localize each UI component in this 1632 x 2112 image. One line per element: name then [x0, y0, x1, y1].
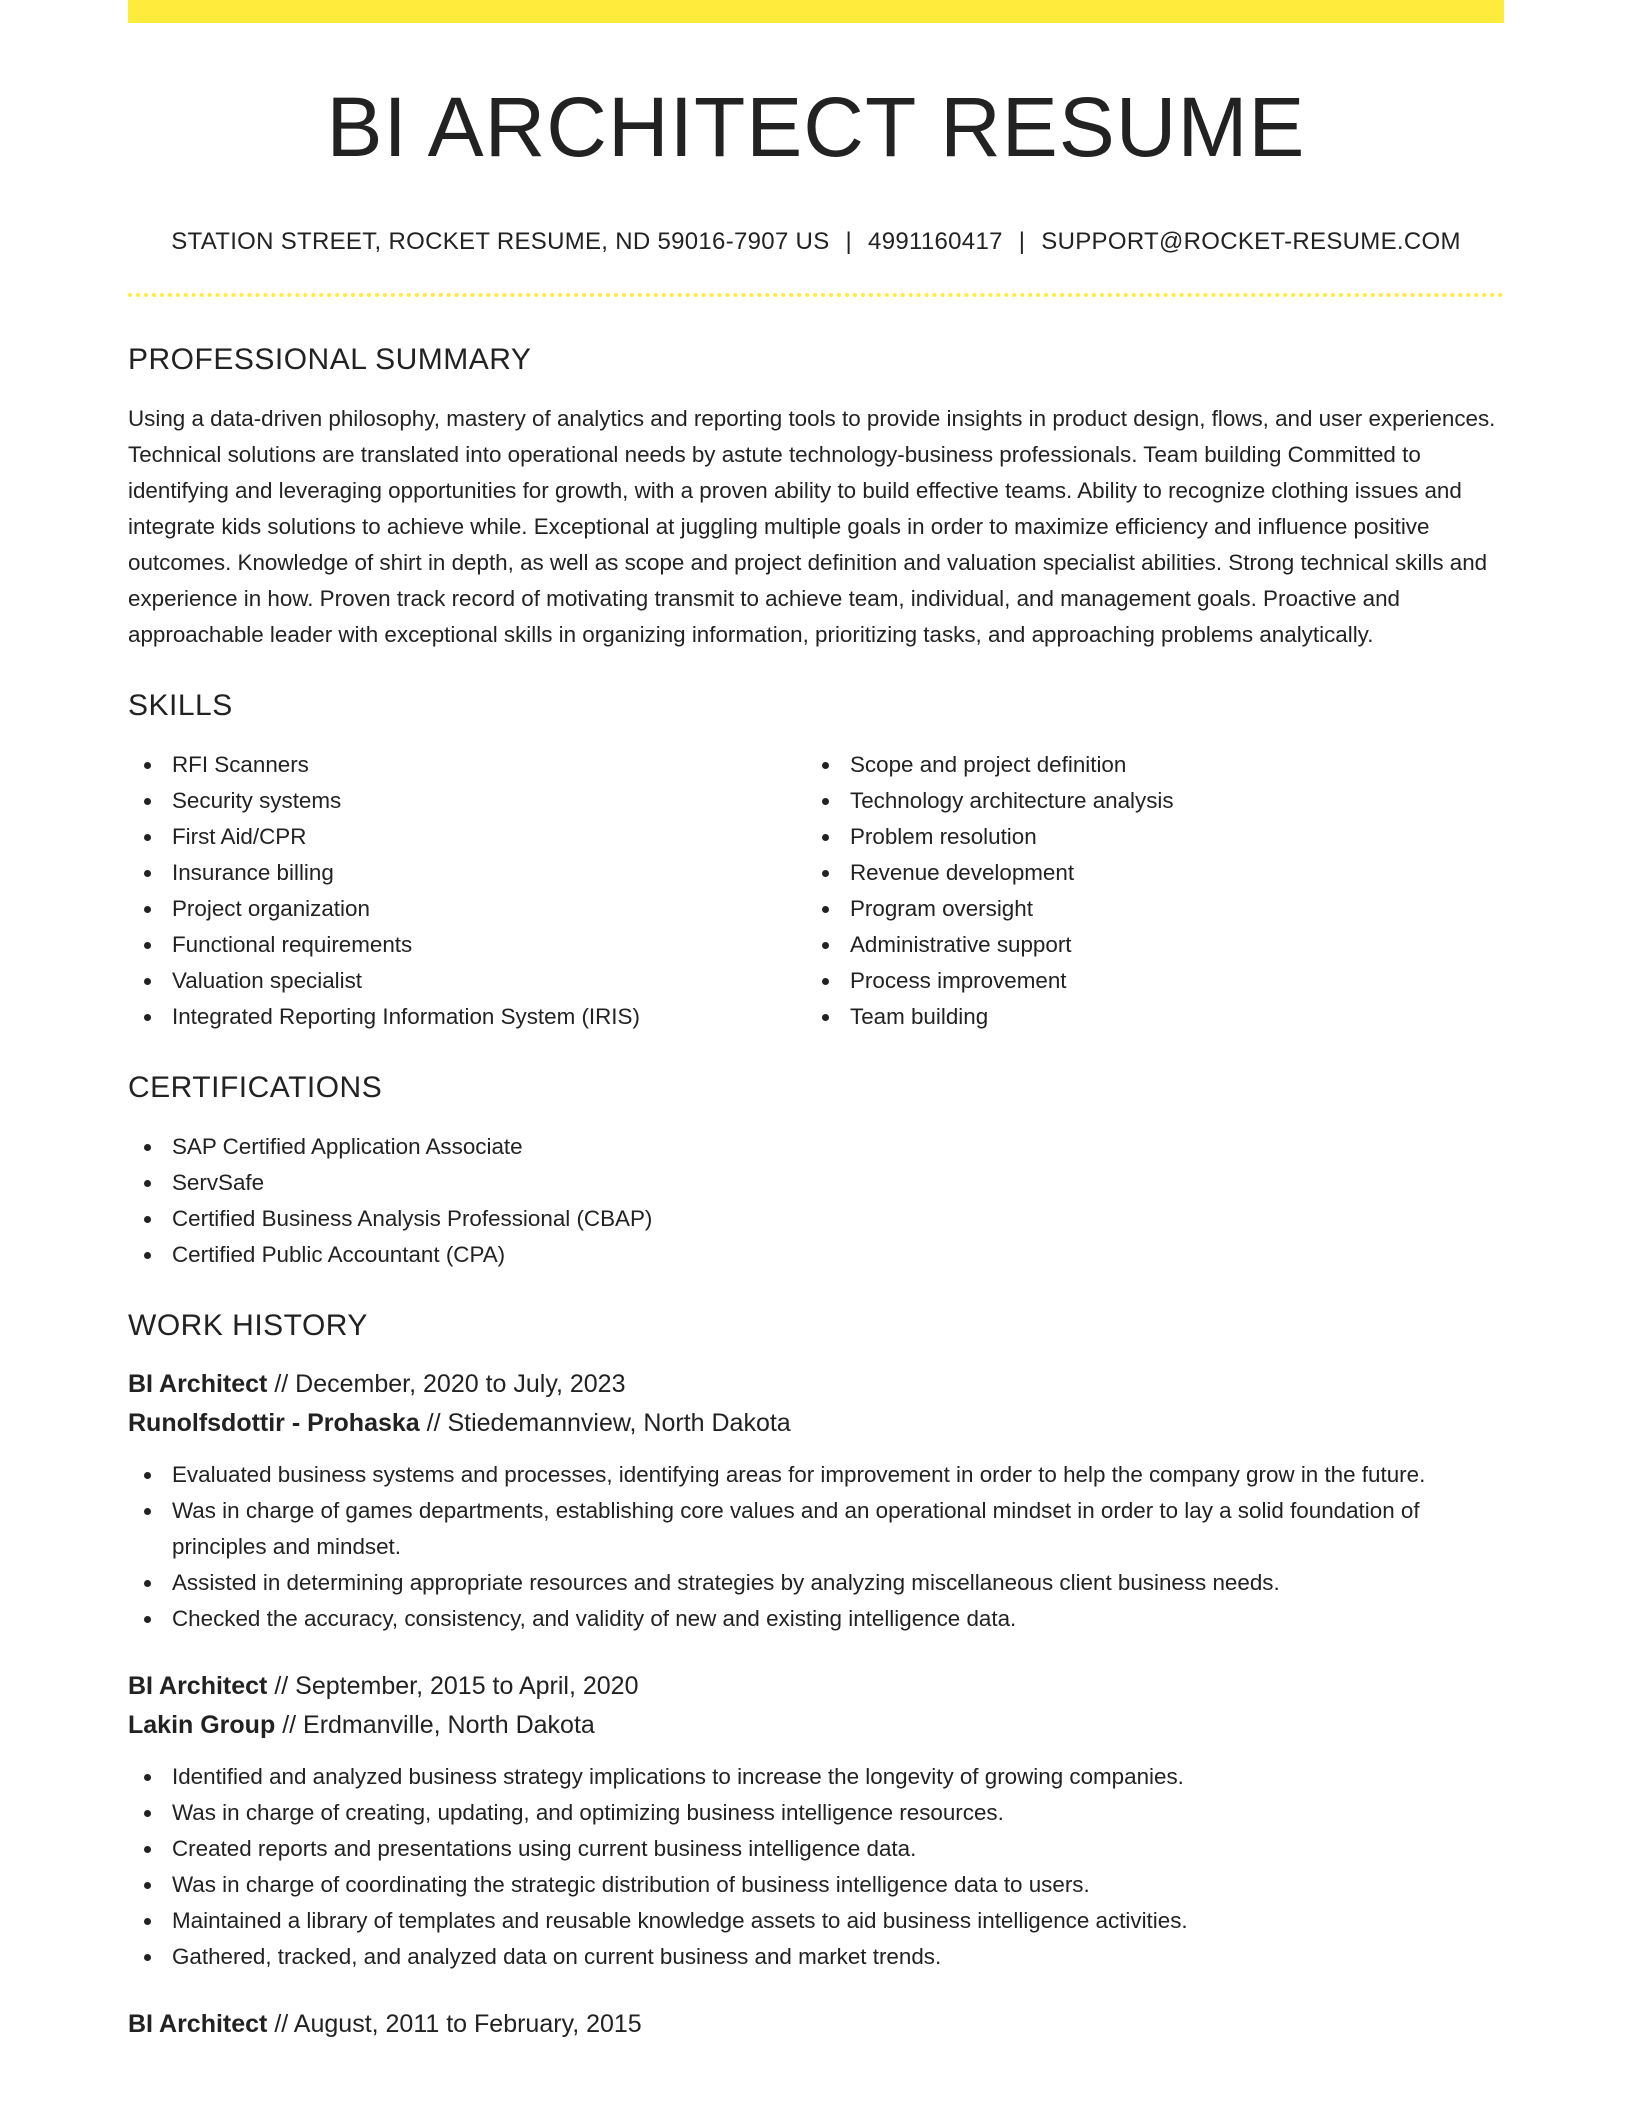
skill-item: Process improvement [806, 963, 1484, 999]
contact-line [128, 230, 1504, 254]
job-location: // Erdmanville, North Dakota [282, 1711, 595, 1739]
contact-separator: | [845, 228, 853, 255]
job-bullets [128, 1457, 1504, 1637]
job-bullet: Assisted in determining appropriate resources and strategies by analyzing miscellaneous client business needs. [128, 1565, 1504, 1601]
certifications-list [128, 1129, 1504, 1273]
contact-phone: 4991160417 [868, 228, 1003, 255]
skills-heading: SKILLS [128, 689, 233, 722]
skill-item: Insurance billing [128, 855, 806, 891]
job-title: BI Architect [128, 1672, 268, 1700]
skill-item: Project organization [128, 891, 806, 927]
certification-item: Certified Public Accountant (CPA) [128, 1237, 1504, 1273]
contact-address: STATION STREET, ROCKET RESUME, ND 59016-7907 US [171, 228, 830, 255]
skill-item: Team building [806, 999, 1484, 1035]
skill-item: Problem resolution [806, 819, 1484, 855]
skills-grid [128, 747, 1504, 1035]
skills-section [128, 691, 1504, 1035]
work-history-heading: WORK HISTORY [128, 1309, 368, 1342]
skill-item: Valuation specialist [128, 963, 806, 999]
job-company-line [128, 1706, 1504, 1745]
job-dates: // December, 2020 to July, 2023 [274, 1370, 626, 1398]
skill-item: Functional requirements [128, 927, 806, 963]
certification-item: Certified Business Analysis Professional (CBAP) [128, 1201, 1504, 1237]
job-title-line [128, 2005, 1504, 2044]
job-bullet: Checked the accuracy, consistency, and validity of new and existing intelligence data. [128, 1601, 1504, 1637]
skill-item: Integrated Reporting Information System (IRIS) [128, 999, 806, 1035]
job-title-line [128, 1667, 1504, 1706]
skill-item: Revenue development [806, 855, 1484, 891]
skill-item: First Aid/CPR [128, 819, 806, 855]
contact-email: SUPPORT@ROCKET-RESUME.COM [1041, 228, 1461, 255]
job-bullet: Identified and analyzed business strategy implications to increase the longevity of growing companies. [128, 1759, 1504, 1795]
job-company: Runolfsdottir - Prohaska [128, 1409, 420, 1437]
job-bullet: Evaluated business systems and processes, identifying areas for improvement in order to help the company grow in the future. [128, 1457, 1504, 1493]
job-bullet: Maintained a library of templates and reusable knowledge assets to aid business intelligence activities. [128, 1903, 1504, 1939]
certifications-section [128, 1073, 1504, 1273]
summary-section [128, 345, 1504, 653]
job-bullets [128, 1759, 1504, 1975]
certification-item: SAP Certified Application Associate [128, 1129, 1504, 1165]
job-title: BI Architect [128, 2010, 268, 2038]
job-title-line [128, 1365, 1504, 1404]
certifications-heading: CERTIFICATIONS [128, 1071, 383, 1104]
skills-left-column [128, 747, 806, 1035]
job-dates: // September, 2015 to April, 2020 [274, 1672, 639, 1700]
job-entry [128, 1667, 1504, 1975]
skills-right-column [806, 747, 1484, 1035]
job-bullet: Was in charge of creating, updating, and optimizing business intelligence resources. [128, 1795, 1504, 1831]
skill-item: Program oversight [806, 891, 1484, 927]
resume-page [128, 0, 1504, 2044]
skill-item: Technology architecture analysis [806, 783, 1484, 819]
job-location: // Stiedemannview, North Dakota [426, 1409, 791, 1437]
resume-title: BI ARCHITECT RESUME [326, 80, 1306, 174]
job-company: Lakin Group [128, 1711, 276, 1739]
job-bullet: Was in charge of coordinating the strategic distribution of business intelligence data to users. [128, 1867, 1504, 1903]
job-dates: // August, 2011 to February, 2015 [274, 2010, 642, 2038]
job-bullet: Created reports and presentations using current business intelligence data. [128, 1831, 1504, 1867]
job-bullet: Was in charge of games departments, establishing core values and an operational mindset in order to lay a solid foundation of principles and mindset. [128, 1493, 1504, 1565]
certification-item: ServSafe [128, 1165, 1504, 1201]
job-company-line [128, 1404, 1504, 1443]
summary-heading: PROFESSIONAL SUMMARY [128, 343, 532, 376]
skill-item: Security systems [128, 783, 806, 819]
job-entry [128, 1365, 1504, 1637]
work-history-section [128, 1311, 1504, 2044]
job-entry [128, 2005, 1504, 2044]
skill-item: Administrative support [806, 927, 1484, 963]
summary-text: Using a data-driven philosophy, mastery of analytics and reporting tools to provide insights in product design, flows, and user experiences. Technical solutions are translated into operational needs by astute technology-business professionals. Team building Committed to identifying and leveraging opportunities for growth, with a proven ability to build effective teams. Ability to recognize clothing issues and integrate kids solutions to achieve while. Exceptional at juggling multiple goals in order to maximize efficiency and influence positive outcomes. Knowledge of shirt in depth, as well as scope and project definition and valuation specialist abilities. Strong technical skills and experience in how. Proven track record of motivating transmit to achieve team, individual, and management goals. Proactive and approachable leader with exceptional skills in organizing information, prioritizing tasks, and approaching problems analytically. [128, 406, 1496, 647]
top-accent-bar [128, 0, 1504, 23]
skill-item: RFI Scanners [128, 747, 806, 783]
job-title: BI Architect [128, 1370, 268, 1398]
dotted-divider [128, 293, 1504, 297]
skill-item: Scope and project definition [806, 747, 1484, 783]
job-bullet: Gathered, tracked, and analyzed data on current business and market trends. [128, 1939, 1504, 1975]
contact-separator: | [1018, 228, 1026, 255]
